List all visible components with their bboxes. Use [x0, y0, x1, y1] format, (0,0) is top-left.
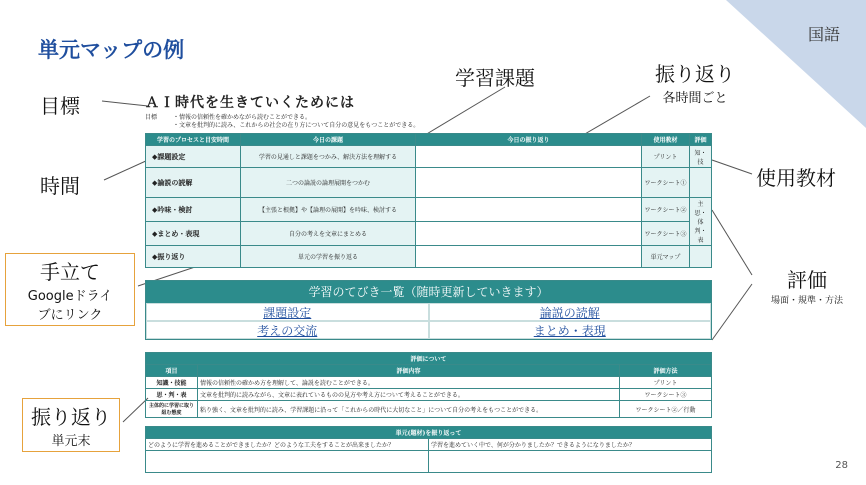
process-eval: 主思・体判・表 — [690, 198, 712, 246]
guide-link-summary[interactable]: まとめ・表現 — [429, 321, 712, 339]
callout-time: 時間 — [40, 174, 80, 198]
guide-link-reading[interactable]: 論説の読解 — [429, 303, 712, 321]
process-row — [146, 222, 712, 246]
process-header: 今日の課題 — [241, 134, 416, 146]
process-row — [146, 146, 712, 168]
callout-evaluation — [755, 264, 859, 306]
reflection-answer-row — [146, 451, 712, 473]
process-reflection[interactable] — [416, 168, 642, 198]
process-eval — [690, 246, 712, 268]
reflection-table — [145, 426, 712, 473]
process-eval — [690, 168, 712, 198]
process-step: ◆振り返り — [146, 246, 241, 268]
callout-tools-title: 手立て — [40, 260, 100, 284]
callout-reflect-each-title: 振り返り — [655, 62, 735, 86]
process-step: ◆論説の読解 — [146, 168, 241, 198]
evaluation-row — [146, 401, 712, 418]
guide-links — [146, 303, 711, 339]
goal-line: ・情報の信頼性を確かめながら読むことができる。 — [173, 114, 312, 121]
process-reflection[interactable] — [416, 246, 642, 268]
callout-evaluation-title: 評価 — [787, 268, 827, 292]
reflection-header-row — [146, 427, 712, 439]
evaluation-item: 知識・技能 — [146, 377, 198, 389]
evaluation-item: 主体的に学習に取り組む態度 — [146, 401, 198, 418]
goal-line: ・文章を批判的に読み、これからの社会の在り方について自分の意見をもつことができる。 — [173, 122, 420, 129]
process-header-row — [146, 134, 712, 146]
process-table — [145, 133, 712, 268]
callout-goal: 目標 — [40, 94, 80, 118]
subject-label: 国語 — [807, 25, 840, 44]
process-header: 評価 — [690, 134, 712, 146]
process-reflection[interactable] — [416, 198, 642, 222]
evaluation-header: 項目 — [146, 365, 198, 377]
unit-map-sheet — [145, 92, 712, 473]
process-task: 【主張と根拠】や【論理の展開】を吟味、検討する — [241, 198, 416, 222]
process-task: 二つの論説の論理展開をつかむ — [241, 168, 416, 198]
callout-tools-sub2: ブにリンク — [37, 308, 103, 323]
callout-reflect-unit — [22, 398, 120, 452]
callout-materials: 使用教材 — [756, 166, 836, 190]
process-header: 今日の振り返り — [416, 134, 642, 146]
reflection-answer-1[interactable] — [146, 451, 429, 473]
page-number: 28 — [835, 460, 848, 471]
evaluation-caption-row — [146, 353, 712, 365]
evaluation-row — [146, 377, 712, 389]
reflection-question-1: どのように学習を進めることができましたか？どのような工夫をすることが出来ましたか？ — [146, 439, 429, 451]
process-task: 単元の学習を振り返る — [241, 246, 416, 268]
process-material: プリント — [642, 146, 690, 168]
process-header: 使用教材 — [642, 134, 690, 146]
guide-link-exchange[interactable]: 考えの交流 — [146, 321, 429, 339]
goal-row — [145, 114, 712, 130]
process-reflection[interactable] — [416, 146, 642, 168]
callout-evaluation-sub: 場面・規準・方法 — [770, 296, 843, 306]
process-row — [146, 198, 712, 222]
process-reflection[interactable] — [416, 222, 642, 246]
sheet-title: ＡＩ時代を生きていくためには — [145, 95, 355, 111]
callout-tools-sub1: Googleドライ — [27, 289, 113, 304]
reflection-answer-2[interactable] — [429, 451, 712, 473]
evaluation-content: 文章を批判的に読みながら、文章に表れているものの見方や考え方について考えることができる。 — [198, 389, 620, 401]
evaluation-row — [146, 389, 712, 401]
goal-label: 目標 — [145, 114, 158, 121]
process-task: 学習の見通しと課題をつかみ、解決方法を理解する — [241, 146, 416, 168]
process-material: ワークシート② — [642, 198, 690, 222]
reflection-question-row — [146, 439, 712, 451]
guide-link-task-setting[interactable]: 課題設定 — [146, 303, 429, 321]
process-eval: 知・技 — [690, 146, 712, 168]
evaluation-item: 思・判・表 — [146, 389, 198, 401]
evaluation-method: プリント — [620, 377, 712, 389]
callout-tools — [5, 253, 135, 326]
process-row — [146, 246, 712, 268]
evaluation-content: 粘り強く、文章を批判的に読み、学習課題に沿って「これからの時代に大切なこと」について自分の考えをもつことができる。 — [198, 401, 620, 418]
process-task: 自分の考えを文章にまとめる — [241, 222, 416, 246]
guide-panel — [145, 280, 712, 340]
evaluation-method: ワークシート③ — [620, 389, 712, 401]
process-material: ワークシート③ — [642, 222, 690, 246]
reflection-header: 単元(題材)を振り返って — [146, 427, 712, 439]
evaluation-content: 情報の信頼性の確かめ方を理解して、論説を読むことができる。 — [198, 377, 620, 389]
callout-reflect-unit-title: 振り返り — [31, 405, 111, 429]
evaluation-table — [145, 352, 712, 418]
evaluation-header: 評価方法 — [620, 365, 712, 377]
process-row — [146, 168, 712, 198]
process-material: 単元マップ — [642, 246, 690, 268]
callout-task: 学習課題 — [455, 66, 535, 90]
callout-reflect-each-sub: 各時間ごと — [662, 91, 728, 106]
guide-header: 学習のてびき一覧（随時更新していきます） — [146, 281, 711, 303]
callout-reflect-unit-sub: 単元末 — [51, 434, 91, 449]
process-step: ◆課題設定 — [146, 146, 241, 168]
evaluation-method: ワークシート②／行動 — [620, 401, 712, 418]
evaluation-header: 評価内容 — [198, 365, 620, 377]
process-step: ◆まとめ・表現 — [146, 222, 241, 246]
process-step: ◆吟味・検討 — [146, 198, 241, 222]
evaluation-caption: 評価について — [146, 353, 712, 365]
process-material: ワークシート① — [642, 168, 690, 198]
evaluation-header-row — [146, 365, 712, 377]
reflection-question-2: 学習を進めていく中で、何が分かりましたか？できるようになりましたか？ — [429, 439, 712, 451]
slide-title: 単元マップの例 — [38, 38, 185, 62]
process-header: 学習のプロセスと目安時間 — [146, 134, 241, 146]
goal-lines — [173, 114, 419, 130]
